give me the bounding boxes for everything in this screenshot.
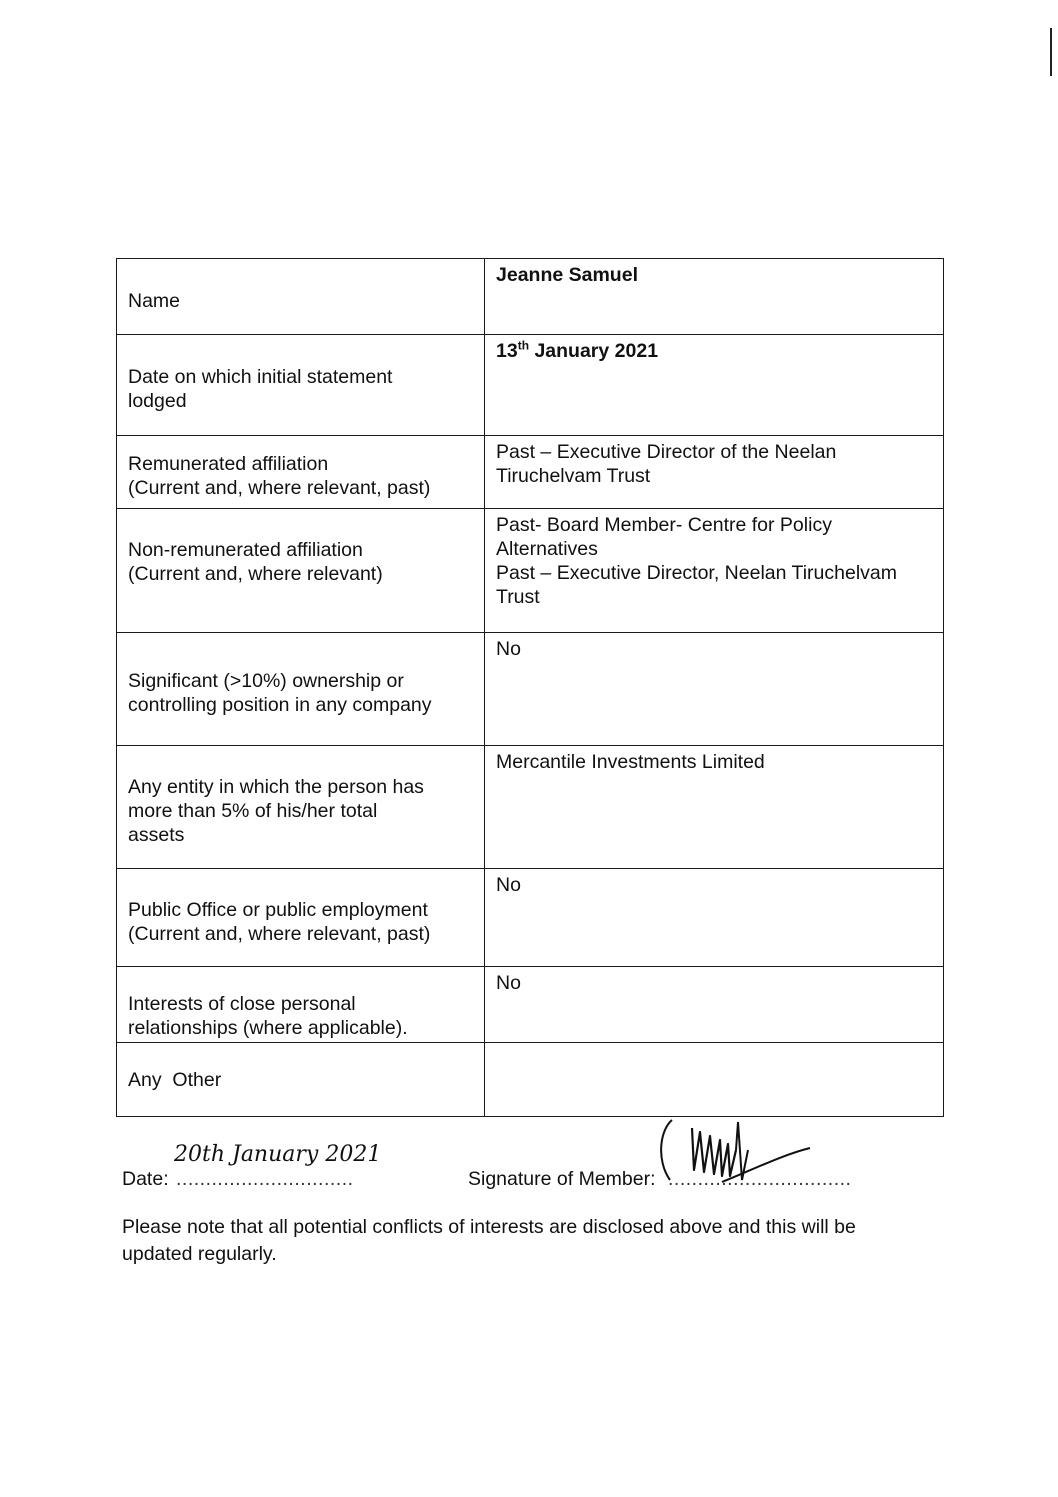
row-label: Significant (>10%) ownership or controlling position in any company xyxy=(117,633,485,746)
row-label: Date on which initial statement lodged xyxy=(117,335,485,436)
table-row-close-relationships xyxy=(117,967,944,1043)
row-label: Any entity in which the person has more than 5% of his/her total assets xyxy=(117,746,485,869)
row-value xyxy=(485,1043,944,1117)
table-row-any-other xyxy=(117,1043,944,1117)
table-row-public-office xyxy=(117,869,944,967)
row-value: Past – Executive Director of the Neelan Tiruchelvam Trust xyxy=(485,436,944,509)
table-row-non-remunerated xyxy=(117,509,944,633)
row-value: Mercantile Investments Limited xyxy=(485,746,944,869)
signature-label: Signature of Member: xyxy=(468,1168,656,1190)
signature-footer xyxy=(122,1140,952,1200)
row-label: Interests of close personal relationships (where applicable). xyxy=(117,967,485,1043)
date-label: Date: xyxy=(122,1168,169,1190)
member-name: Jeanne Samuel xyxy=(496,264,638,286)
table-row-name xyxy=(117,259,944,335)
scan-edge-mark xyxy=(1050,28,1052,76)
lodged-date: 13th January 2021 xyxy=(496,338,659,362)
row-value: No xyxy=(485,633,944,746)
signature-icon xyxy=(652,1110,812,1200)
disclosure-table xyxy=(116,258,944,1117)
row-label: Public Office or public employment (Current and, where relevant, past) xyxy=(117,869,485,967)
row-label: Name xyxy=(117,259,485,335)
row-value xyxy=(485,335,944,436)
date-dotted-line: .............................. xyxy=(176,1168,354,1190)
row-value: No xyxy=(485,869,944,967)
row-label: Remunerated affiliation (Current and, where relevant, past) xyxy=(117,436,485,509)
table-row-ownership xyxy=(117,633,944,746)
table-row-date-lodged xyxy=(117,335,944,436)
row-value: No xyxy=(485,967,944,1043)
disclosure-note: Please note that all potential conflicts of interests are disclosed above and this will be updated regularly. xyxy=(122,1216,856,1265)
signature-dotted-line: ............................... xyxy=(668,1168,852,1190)
row-label: Non-remunerated affiliation (Current and, where relevant) xyxy=(117,509,485,633)
row-value: Past- Board Member- Centre for Policy Alternatives Past – Executive Director, Neelan Tiruchelvam Trust xyxy=(485,509,944,633)
row-label: Any Other xyxy=(117,1043,485,1117)
handwritten-date: 20th January 2021 xyxy=(174,1142,382,1167)
row-value xyxy=(485,259,944,335)
table-row-remunerated xyxy=(117,436,944,509)
table-row-entity-assets xyxy=(117,746,944,869)
